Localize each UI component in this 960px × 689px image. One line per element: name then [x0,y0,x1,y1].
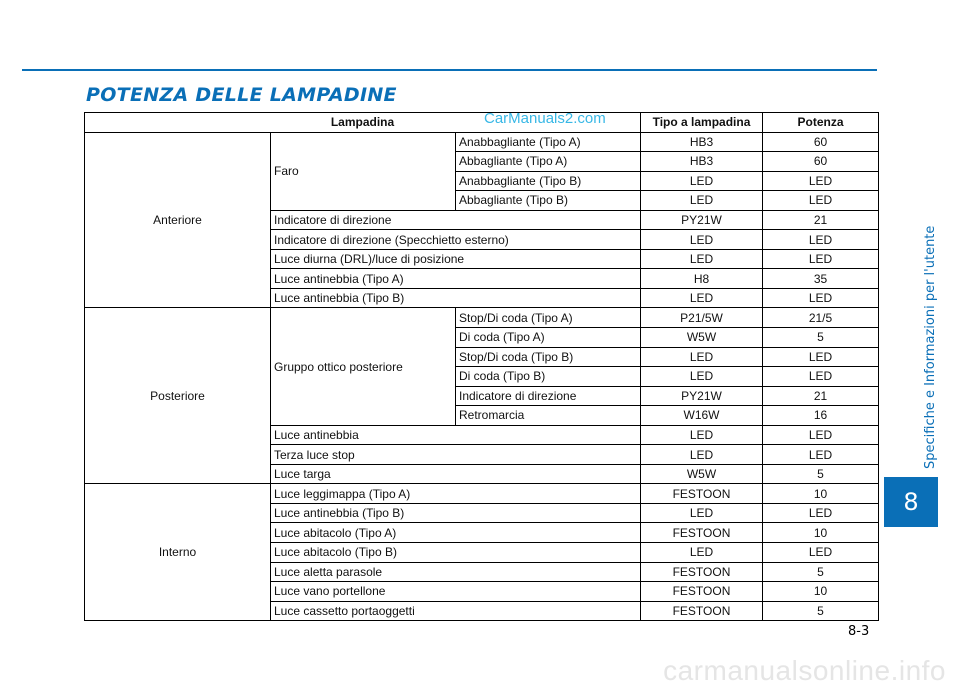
bulb-power: LED [763,367,879,387]
group-anteriore: Anteriore [85,132,271,308]
bulb-name: Luce cassetto portaoggetti [271,601,641,621]
bulb-name: Indicatore di direzione (Specchietto esterno) [271,230,641,250]
bulb-power: LED [763,503,879,523]
bulb-power: LED [763,425,879,445]
header-tipo: Tipo a lampadina [641,113,763,133]
bulb-name: Terza luce stop [271,445,641,465]
bulb-name: Di coda (Tipo A) [456,328,641,348]
bulb-type: LED [641,249,763,269]
table-row [85,308,879,328]
bulb-name: Indicatore di direzione [271,210,641,230]
bulb-name: Luce antinebbia (Tipo B) [271,503,641,523]
bulb-power: LED [763,445,879,465]
bulb-power: LED [763,171,879,191]
bulb-type: FESTOON [641,601,763,621]
bulb-type: LED [641,503,763,523]
bulb-type: FESTOON [641,582,763,602]
bulb-name: Luce diurna (DRL)/luce di posizione [271,249,641,269]
bulb-type: W16W [641,406,763,426]
bulb-power: 5 [763,464,879,484]
bulb-power: LED [763,288,879,308]
bulb-type: LED [641,230,763,250]
bulb-name: Luce abitacolo (Tipo B) [271,543,641,563]
bulb-type: LED [641,171,763,191]
bulb-power: 60 [763,132,879,152]
bulb-name: Anabbagliante (Tipo A) [456,132,641,152]
group-interno: Interno [85,484,271,621]
bulb-type: PY21W [641,386,763,406]
bulb-power: 21 [763,210,879,230]
bulb-type: LED [641,445,763,465]
chapter-number-badge: 8 [884,477,938,527]
bulb-power: 21 [763,386,879,406]
bulb-power: 5 [763,601,879,621]
bulb-name: Luce vano portellone [271,582,641,602]
bulb-name: Luce antinebbia (Tipo B) [271,288,641,308]
bulb-type: HB3 [641,132,763,152]
table-row [85,132,879,152]
bulb-name: Indicatore di direzione [456,386,641,406]
bulb-name: Stop/Di coda (Tipo B) [456,347,641,367]
bulb-power: 10 [763,582,879,602]
bulb-wattage-table [84,112,879,621]
bulb-name: Luce antinebbia (Tipo A) [271,269,641,289]
watermark-top[interactable]: CarManuals2.com [484,110,606,127]
table-header-row [85,113,879,133]
bulb-name: Stop/Di coda (Tipo A) [456,308,641,328]
bulb-type: LED [641,288,763,308]
bulb-name: Luce leggimappa (Tipo A) [271,484,641,504]
watermark-bottom: carmanualsonline.info [663,655,946,686]
bulb-type: PY21W [641,210,763,230]
table-row [85,484,879,504]
chapter-side-label: Specifiche e Informazioni per l'utente [923,225,938,469]
bulb-power: 16 [763,406,879,426]
bulb-type: LED [641,543,763,563]
bulb-name: Di coda (Tipo B) [456,367,641,387]
top-rule [22,69,877,71]
bulb-type: W5W [641,328,763,348]
bulb-power: 21/5 [763,308,879,328]
bulb-name: Retromarcia [456,406,641,426]
bulb-power: LED [763,230,879,250]
bulb-type: LED [641,367,763,387]
bulb-type: LED [641,191,763,211]
page-number: 8-3 [848,624,870,639]
bulb-power: LED [763,543,879,563]
bulb-type: P21/5W [641,308,763,328]
bulb-type: FESTOON [641,523,763,543]
bulb-name: Abbagliante (Tipo B) [456,191,641,211]
bulb-type: LED [641,347,763,367]
group-posteriore: Posteriore [85,308,271,484]
bulb-type: H8 [641,269,763,289]
header-lampadina: Lampadina [85,113,641,133]
subgroup-gruppo-ottico: Gruppo ottico posteriore [271,308,456,425]
bulb-name: Anabbagliante (Tipo B) [456,171,641,191]
bulb-type: W5W [641,464,763,484]
bulb-type: FESTOON [641,562,763,582]
bulb-name: Abbagliante (Tipo A) [456,152,641,172]
bulb-type: LED [641,425,763,445]
bulb-name: Luce antinebbia [271,425,641,445]
bulb-power: 60 [763,152,879,172]
chapter-side-tab [898,225,938,469]
bulb-type: FESTOON [641,484,763,504]
bulb-type: HB3 [641,152,763,172]
bulb-name: Luce targa [271,464,641,484]
header-potenza: Potenza [763,113,879,133]
bulb-power: 35 [763,269,879,289]
bulb-name: Luce aletta parasole [271,562,641,582]
bulb-power: 5 [763,562,879,582]
bulb-power: LED [763,249,879,269]
bulb-power: LED [763,347,879,367]
bulb-power: LED [763,191,879,211]
bulb-name: Luce abitacolo (Tipo A) [271,523,641,543]
bulb-power: 5 [763,328,879,348]
bulb-power: 10 [763,523,879,543]
subgroup-faro: Faro [271,132,456,210]
page-title: POTENZA DELLE LAMPADINE [86,84,397,106]
bulb-power: 10 [763,484,879,504]
